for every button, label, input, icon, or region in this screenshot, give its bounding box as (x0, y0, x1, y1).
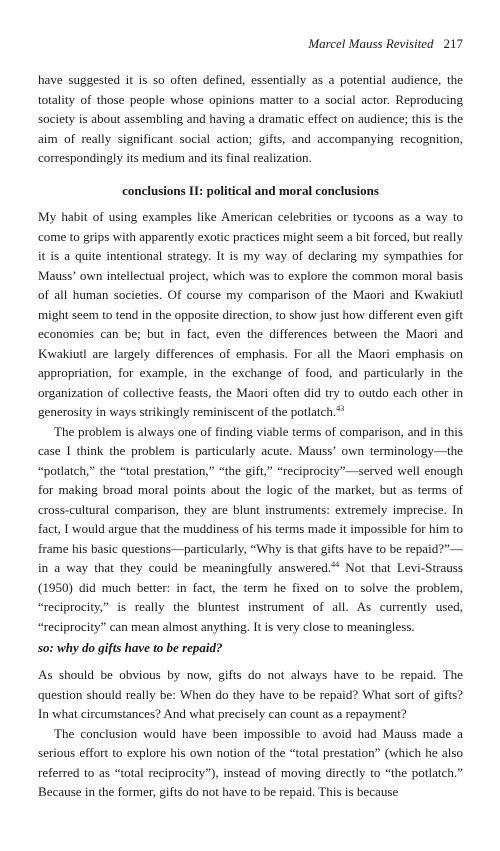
running-head-title: Marcel Mauss Revisited (308, 36, 434, 51)
paragraph-comparison (38, 207, 463, 422)
opening-paragraph: have suggested it is so often defined, essentially as a potential audience, the totality of those people whose opinions matter to a social actor. Reproducing society is about assembling and having a dramatic effect on audience; this is the aim of really significant social action; gifts, and accompanying recognition, correspondingly its medium and its final realization. (38, 72, 463, 165)
paragraph-terms-text-a: The problem is always one of finding viable terms of comparison, and in this case I think the problem is particularly acute. Mauss’ own terminology—the “potlatch,” the “total prestation,” “the gift,” “reciprocity”—served well enough for making broad moral points about the logic of the market, but as terms of cross-cultural comparison, they are blunt instruments: extremely imprecise. In fact, I would argue that the muddiness of his terms made it impossible for him to frame his basic questions—particularly, “Why is that gifts have to be repaid?”—in a way that they could be meaningfully answered. (38, 423, 463, 575)
running-head (38, 36, 463, 52)
page-number: 217 (443, 36, 463, 51)
paragraph-terms (38, 422, 463, 637)
section-heading-repaid: so: why do gifts have to be repaid? (38, 640, 223, 655)
paragraph-total-prestation: The conclusion would have been impossible to avoid had Mauss made a serious effort to explore his own notion of the “total prestation” (which he also referred to as “total reciprocity”), instead of moving directly to “the potlatch.” Because in the former, gifts do not have to be repaid. This is because (38, 725, 463, 799)
paragraph-comparison-text: My habit of using examples like American celebrities or tycoons as a way to come to grips with apparently exotic practices might seem a bit forced, but really it is a quite intentional strategy. It is my way of declaring my sympathies for Mauss’ own intellectual project, which was to explore the common moral basis of all human societies. Of course my comparison of the Maori and Kwakiutl might seem to tend in the opposite direction, to show just how different even gift economies can be; but in fact, even the differences between the Maori and Kwakiutl are largely differences of emphasis. For all the Maori emphasis on appropriation, for example, in the exchange of food, and particularly in the organization of collective feasts, the Maori often did try to outdo each other in generosity in ways strikingly reminiscent of the potlatch. (38, 209, 463, 419)
paragraph-obvious: As should be obvious by now, gifts do not always have to be repaid. The question should really be: When do they have to be repaid? What sort of gifts? In what circumstances? And what precisely can count as a repayment? (38, 667, 463, 721)
section-two-body (38, 665, 463, 802)
section-heading-conclusions: conclusions II: political and moral conclusions (122, 183, 379, 198)
opening-paragraph-block (38, 70, 463, 168)
footnote-marker-43: 43 (336, 404, 345, 413)
paragraph-terms-text-b: Not that Levi-Strauss (1950) did much better: in fact, the term he fixed on to solve the problem, “reciprocity,” is really the bluntest instrument of all. As currently used, “reciprocity” can mean almost anything. It is very close to meaningless. (38, 560, 463, 634)
section-one-body (38, 207, 463, 636)
footnote-marker-44: 44 (331, 560, 340, 569)
